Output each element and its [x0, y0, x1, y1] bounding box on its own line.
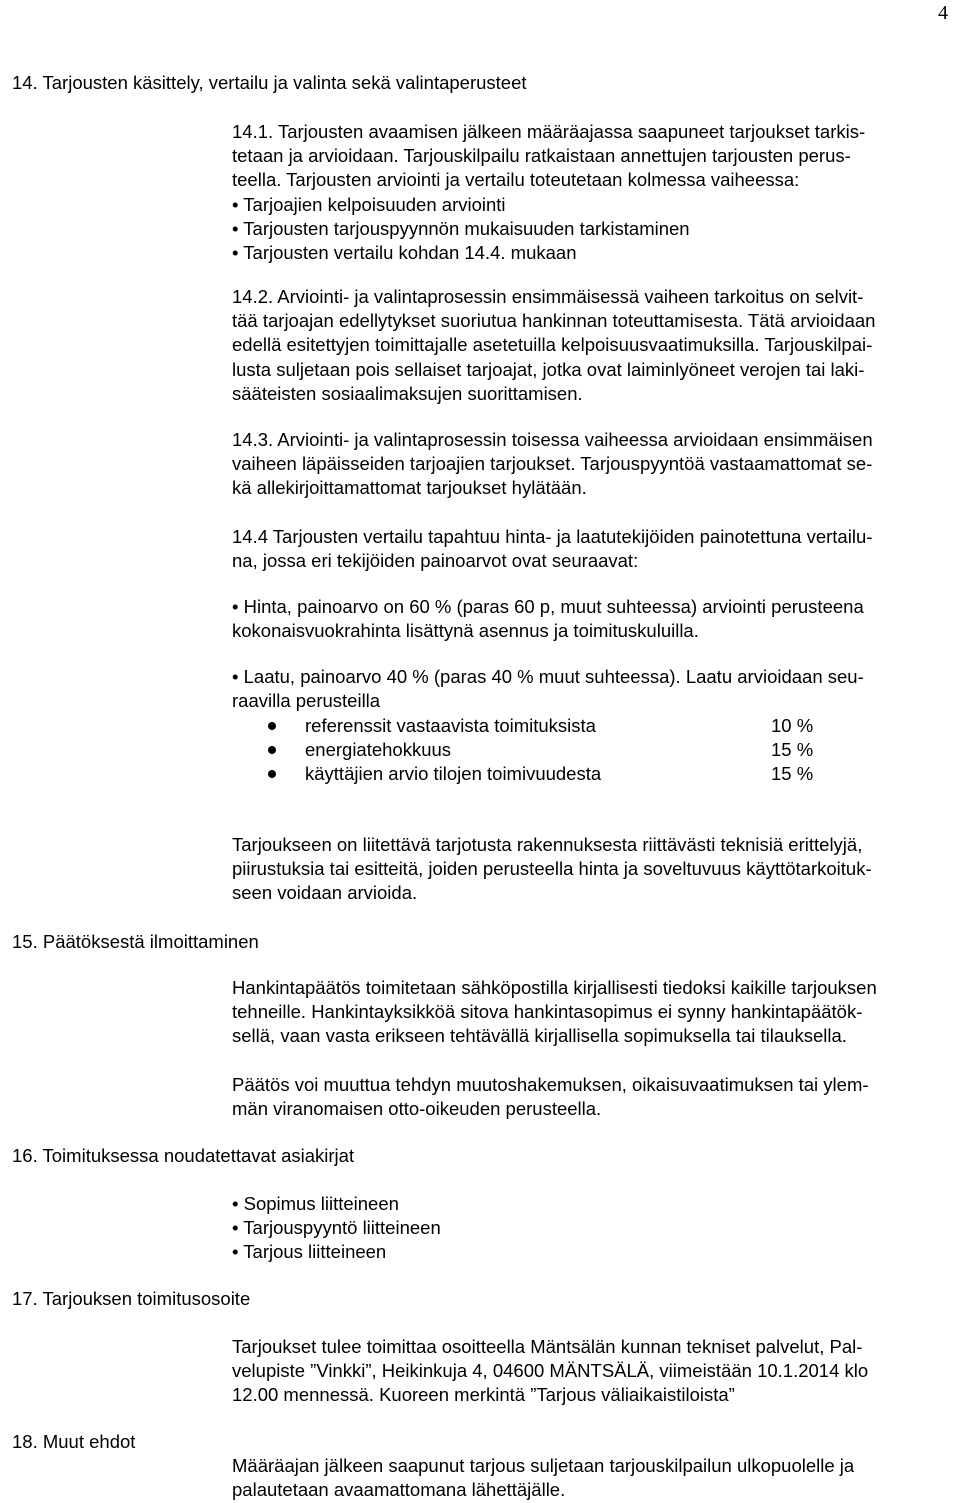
- list-item: • Tarjousten vertailu kohdan 14.4. mukaan: [232, 242, 577, 264]
- text-line: velupiste ”Vinkki”, Heikinkuja 4, 04600 MÄNTSÄLÄ, viimeistään 10.1.2014 klo: [232, 1360, 869, 1382]
- quality-criterion: [232, 665, 952, 713]
- list-item: • Laatu, painoarvo 40 % (paras 40 % muut suhteessa). Laatu arvioidaan seu-: [232, 666, 864, 687]
- text-line: teella. Tarjousten arviointi ja vertailu toteutetaan kolmessa vaiheessa:: [232, 169, 800, 191]
- list-item: • Tarjous liitteineen: [232, 1241, 387, 1263]
- section-14-3-paragraph: [232, 428, 952, 501]
- criterion-weight: 10 %: [771, 715, 814, 736]
- text-line: 14.4 Tarjousten vertailu tapahtuu hinta- ja laatutekijöiden painotettuna vertailu-: [232, 526, 873, 547]
- list-item: • Tarjousten tarjouspyynnön mukaisuuden tarkistaminen: [232, 217, 690, 239]
- attachments-paragraph: [232, 833, 952, 906]
- bullet-icon: [268, 770, 276, 778]
- text-line: edellä esitettyjen toimittajalle asetetuilla kelpoisuusvaatimuksilla. Tarjouskilpai-: [232, 334, 873, 356]
- text-line: män viranomaisen otto-oikeuden perusteella.: [232, 1098, 602, 1120]
- section-14-heading: 14. Tarjousten käsittely, vertailu ja valinta sekä valintaperusteet: [12, 72, 527, 93]
- section-17-heading: 17. Tarjouksen toimitusosoite: [12, 1288, 251, 1309]
- section-14-4-paragraph: [232, 525, 952, 573]
- section-18-paragraph: [232, 1454, 952, 1502]
- criterion-label: energiatehokkuus: [305, 739, 452, 760]
- list-item: • Sopimus liitteineen: [232, 1193, 399, 1214]
- section-16-list: [232, 1192, 952, 1265]
- text-line: Tarjoukseen on liitettävä tarjotusta rakennuksesta riittävästi teknisiä erittelyjä,: [232, 834, 863, 855]
- text-line: Päätös voi muuttua tehdyn muutoshakemuksen, oikaisuvaatimuksen tai ylem-: [232, 1074, 869, 1095]
- text-line: tetaan ja arvioidaan. Tarjouskilpailu ratkaistaan annettujen tarjousten perus-: [232, 145, 851, 167]
- section-14-1-paragraph: [232, 120, 952, 265]
- text-line: piirustuksia tai esitteitä, joiden perusteella hinta ja soveltuvuus käyttötarkoituk-: [232, 858, 872, 880]
- text-line: 14.2. Arviointi- ja valintaprosessin ensimmäisessä vaiheen tarkoitus on selvit-: [232, 286, 864, 307]
- text-line: palautetaan avaamattomana lähettäjälle.: [232, 1479, 566, 1501]
- list-item: • Tarjouspyyntö liitteineen: [232, 1217, 441, 1239]
- text-line: kä allekirjoittamattomat tarjoukset hylätään.: [232, 477, 587, 499]
- text-line: sellä, vaan vasta erikseen tehtävällä kirjallisella sopimuksella tai tilauksella.: [232, 1025, 847, 1047]
- text-line: Tarjoukset tulee toimittaa osoitteella Mäntsälän kunnan tekniset palvelut, Pal-: [232, 1336, 863, 1357]
- text-line: na, jossa eri tekijöiden painoarvot ovat seuraavat:: [232, 550, 639, 572]
- text-line: 14.1. Tarjousten avaamisen jälkeen määräajassa saapuneet tarjoukset tarkis-: [232, 121, 866, 142]
- criterion-label: käyttäjien arvio tilojen toimivuudesta: [305, 763, 602, 784]
- bullet-icon: [268, 722, 276, 730]
- price-criterion: [232, 595, 952, 643]
- text-line: kokonaisvuokrahinta lisättynä asennus ja toimituskuluilla.: [232, 620, 699, 642]
- list-item: • Tarjoajien kelpoisuuden arviointi: [232, 193, 506, 215]
- list-item: • Hinta, painoarvo on 60 % (paras 60 p, muut suhteessa) arviointi perusteena: [232, 596, 864, 617]
- text-line: Hankintapäätös toimitetaan sähköpostilla kirjallisesti tiedoksi kaikille tarjouksen: [232, 977, 877, 998]
- text-line: 12.00 mennessä. Kuoreen merkintä ”Tarjous väliaikaistiloista”: [232, 1384, 735, 1406]
- text-line: seen voidaan arvioida.: [232, 882, 418, 904]
- text-line: tää tarjoajan edellytykset suoriutua hankinnan toteuttamisesta. Tätä arvioidaan: [232, 310, 876, 332]
- text-line: tehneille. Hankintayksikköä sitova hankintasopimus ei synny hankintapäätök-: [232, 1001, 863, 1023]
- text-line: raavilla perusteilla: [232, 690, 381, 712]
- text-line: 14.3. Arviointi- ja valintaprosessin toisessa vaiheessa arvioidaan ensimmäisen: [232, 429, 873, 450]
- section-16-heading: 16. Toimituksessa noudatettavat asiakirjat: [12, 1145, 355, 1166]
- criterion-label: referenssit vastaavista toimituksista: [305, 715, 596, 736]
- criterion-weight: 15 %: [771, 739, 814, 760]
- bullet-icon: [268, 746, 276, 754]
- section-17-paragraph: [232, 1335, 952, 1408]
- text-line: Määräajan jälkeen saapunut tarjous suljetaan tarjouskilpailun ulkopuolelle ja: [232, 1455, 855, 1476]
- criterion-weight: 15 %: [771, 763, 814, 784]
- text-line: sääteisten sosiaalimaksujen suorittamisen.: [232, 382, 583, 404]
- section-15-paragraph-1: [232, 976, 952, 1049]
- section-15-heading: 15. Päätöksestä ilmoittaminen: [12, 931, 259, 952]
- page-number: 4: [938, 2, 948, 24]
- text-line: vaiheen läpäisseiden tarjoajien tarjoukset. Tarjouspyyntöä vastaamattomat se-: [232, 453, 873, 475]
- section-18-heading: 18. Muut ehdot: [12, 1431, 136, 1452]
- section-15-paragraph-2: [232, 1073, 952, 1121]
- section-14-2-paragraph: [232, 285, 952, 406]
- text-line: lusta suljetaan pois sellaiset tarjoajat, jotka ovat laiminlyöneet verojen tai laki-: [232, 358, 865, 380]
